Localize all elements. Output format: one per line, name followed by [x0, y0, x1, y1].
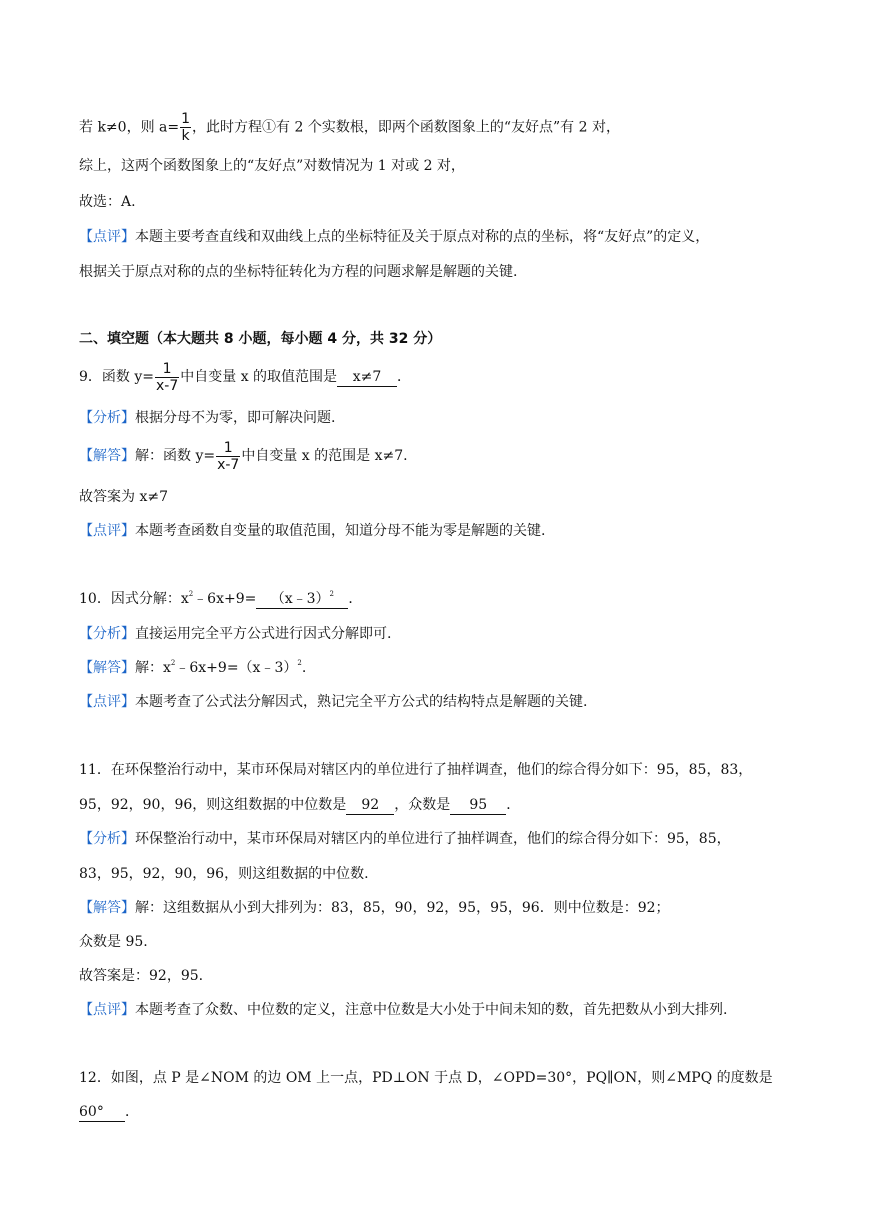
fraction-1-over-x-minus-7: $\frac{1}{x-7}$ — [156, 360, 179, 394]
q11-mode-line: 众数是 95. — [79, 934, 148, 950]
q10-comment — [79, 692, 587, 712]
p0-comment-line-2: 根据关于原点对称的点的坐标特征转化为方程的问题求解是解题的关键. — [79, 264, 518, 280]
q10-question — [79, 589, 362, 609]
q9-comment — [79, 521, 545, 541]
q10-solution: 【解答】解：$x^2﹣6x+9=(x﹣3)^2$. — [79, 659, 307, 676]
solution-tag: 【解答】 — [79, 660, 135, 676]
q9-solution-text-a: 解：函数 y= — [135, 448, 216, 464]
q11-answer-line: 故答案是：92，95. — [79, 968, 204, 984]
q10-analysis — [79, 624, 391, 644]
comment-tag: 【点评】 — [79, 694, 135, 710]
analysis-tag: 【分析】 — [79, 626, 135, 642]
q11-analysis-text: 环保整治行动中，某市环保局对辖区内的单位进行了抽样调查，他们的综合得分如下：95，85， — [135, 831, 731, 847]
q11-solution — [79, 898, 670, 918]
q11-comment — [79, 1000, 727, 1020]
q11-solution-text: 解：这组数据从小到大排列为：83，85，90，92，95，95，96．则中位数是：92； — [135, 900, 670, 916]
p0-line-1-text-a: 若 k≠0，则 a= — [79, 119, 180, 136]
q11-text-b: ，众数是 — [394, 797, 451, 813]
fraction-1-over-x-minus-7: $\frac{1}{x-7}$ — [217, 439, 240, 473]
q9-text-c: ． — [397, 369, 412, 385]
q11-mode-blank: 95 — [450, 797, 506, 815]
p0-line-1-text-b: ，此时方程①有 2 个实数根，即两个函数图象上的“友好点”有 2 对， — [192, 119, 620, 136]
comment-tag: 【点评】 — [79, 229, 135, 245]
section-title: 二、填空题（本大题共 8 小题，每小题 4 分，共 32 分） — [79, 331, 442, 347]
p0-comment-text: 本题主要考查直线和双曲线上点的坐标特征及关于原点对称的点的坐标，将“友好点”的定义， — [135, 229, 710, 245]
q9-text-a: 9．函数 y= — [79, 369, 154, 385]
q12-text-c: ． — [125, 1104, 139, 1120]
q11-median-blank: 92 — [346, 797, 394, 815]
q9-text-b: 中自变量 x 的取值范围是 — [180, 369, 338, 385]
solution-tag: 【解答】 — [79, 900, 135, 916]
q10-text-c: ． — [348, 591, 363, 607]
q12-question-line-1: 12．如图，点 P 是∠NOM 的边 OM 上一点，PD⊥ON 于点 D，∠OPD=30°，PQ∥ON，则∠MPQ 的度数是 — [79, 1070, 773, 1086]
p0-line-3: 故选：A. — [79, 194, 136, 210]
q11-text-c: ． — [506, 797, 521, 813]
p0-line-1 — [79, 112, 620, 143]
q9-solution — [79, 436, 408, 476]
q10-text-b: ﹣6x+9= — [193, 591, 257, 607]
q11-analysis-line-1 — [79, 829, 731, 849]
q12-answer-blank: 60° — [79, 1104, 125, 1122]
q9-analysis-text: 根据分母不为零，即可解决问题. — [135, 410, 336, 426]
fraction-1-over-k: $\frac{1}{k}$ — [181, 111, 191, 144]
p0-line-2: 综上，这两个函数图象上的“友好点”对数情况为 1 对或 2 对， — [79, 158, 465, 174]
q10-comment-text: 本题考查了公式法分解因式，熟记完全平方公式的结构特点是解题的关键. — [135, 694, 588, 710]
comment-tag: 【点评】 — [79, 523, 135, 539]
comment-tag: 【点评】 — [79, 1002, 135, 1018]
q10-solution-text-b: ﹣6x+9=（x﹣3） — [175, 660, 298, 676]
q9-answer-blank: x≠7 — [337, 369, 397, 387]
q9-solution-text-b: 中自变量 x 的范围是 x≠7. — [241, 448, 408, 464]
solution-tag: 【解答】 — [79, 448, 135, 464]
analysis-tag: 【分析】 — [79, 831, 135, 847]
q11-analysis-line-2: 83，95，92，90，96，则这组数据的中位数. — [79, 866, 369, 882]
q12-question-line-2 — [79, 1102, 139, 1122]
q10-text-a: 10．因式分解：x — [79, 591, 189, 607]
q9-answer-line: 故答案为 x≠7 — [79, 489, 168, 505]
q10-solution-text-a: 解：x — [135, 660, 171, 676]
q11-question-line-2 — [79, 795, 520, 815]
analysis-tag: 【分析】 — [79, 410, 135, 426]
q10-exponent: 2 — [188, 590, 194, 598]
q9-question — [79, 358, 411, 396]
p0-comment-line-1 — [79, 227, 709, 247]
q9-comment-text: 本题考查函数自变量的取值范围，知道分母不能为零是解题的关键. — [135, 523, 546, 539]
q10-analysis-text: 直接运用完全平方公式进行因式分解即可. — [135, 626, 392, 642]
q11-text-a: 95，92，90，96，则这组数据的中位数是 — [79, 797, 347, 813]
q10-answer-blank: （x﹣3）$^2$ — [256, 591, 348, 609]
q9-analysis — [79, 408, 335, 428]
q11-question-line-1: 11．在环保整治行动中，某市环保局对辖区内的单位进行了抽样调查，他们的综合得分如下：95，85，83， — [79, 762, 753, 778]
q11-comment-text: 本题考查了众数、中位数的定义，注意中位数是大小处于中间未知的数，首先把数从小到大排列. — [135, 1002, 728, 1018]
